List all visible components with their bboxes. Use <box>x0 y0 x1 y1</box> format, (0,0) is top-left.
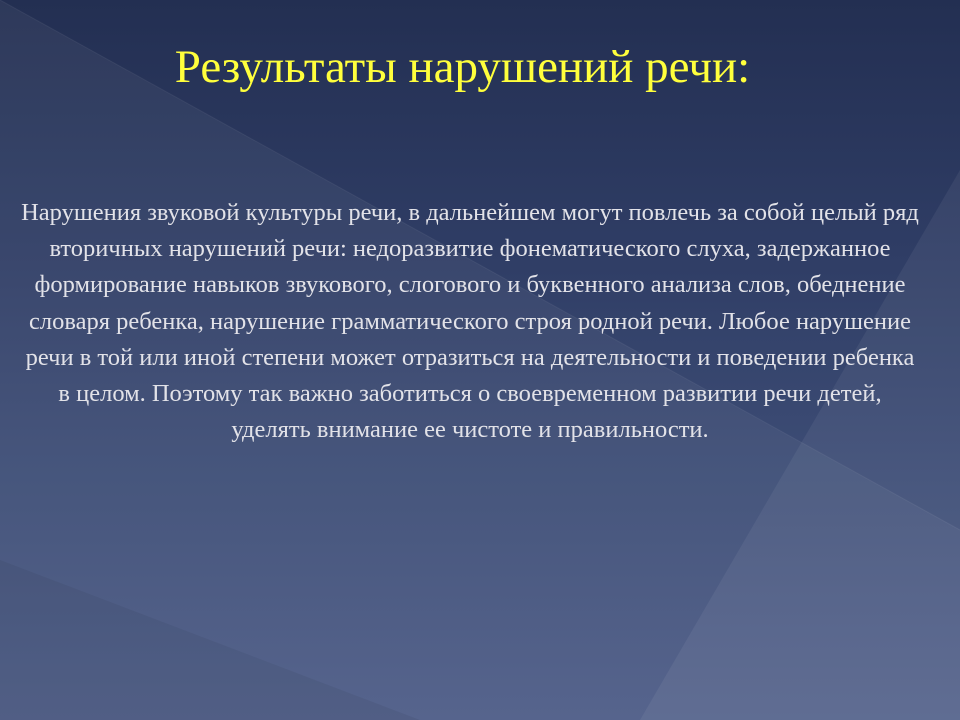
slide-body-text: Нарушения звуковой культуры речи, в дальнейшем могут повлечь за собой целый ряд вторичных нарушений речи: недоразвитие фонематического слуха, задержанное формирование навыков звукового, слогового и буквенного анализа слов, обеднение словаря ребенка, нарушение грамматического строя родной речи. Любое нарушение речи в той или иной степени может отразиться на деятельности и поведении ребенка в целом. Поэтому так важно заботиться о своевременном развитии речи детей, уделять внимание ее чистоте и правильности. <box>21 199 919 444</box>
slide-title: Результаты нарушений речи: <box>174 41 751 93</box>
